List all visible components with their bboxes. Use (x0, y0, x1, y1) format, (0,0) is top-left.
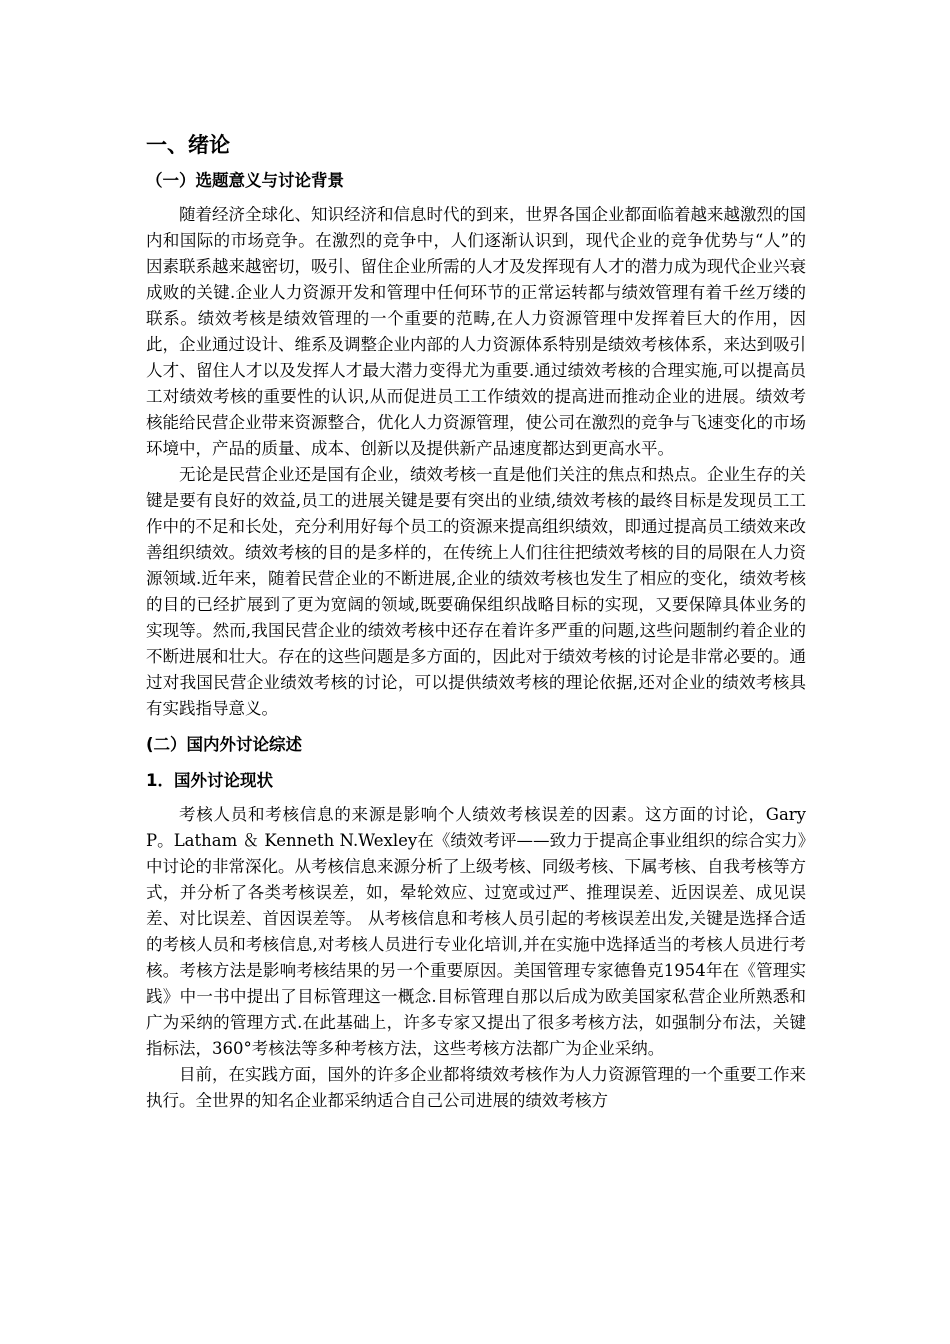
body-paragraph: 目前，在实践方面，国外的许多企业都将绩效考核作为人力资源管理的一个重要工作来执行。全世界的知名企业都采纳适合自己公司进展的绩效考核方 (146, 1065, 806, 1110)
body-paragraph: 无论是民营企业还是国有企业，绩效考核一直是他们关注的焦点和热点。企业生存的关键是要有良好的效益,员工的进展关键是要有突出的业绩,绩效考核的最终目标是发现员工工作中的不足和长处，充分利用好每个员工的资源来提高组织绩效，即通过提高员工绩效来改善组织绩效。绩效考核的目的是多样的，在传统上人们往往把绩效考核的目的局限在人力资源领域.近年来，随着民营企业的不断进展,企业的绩效考核也发生了相应的变化，绩效考核的目的已经扩展到了更为宽阔的领域,既要确保组织战略目标的实现，又要保障具体业务的实现等。然而,我国民营企业的绩效考核中还存在着许多严重的问题,这些问题制约着企业的不断进展和壮大。存在的这些问题是多方面的，因此对于绩效考核的讨论是非常必要的。通过对我国民营企业绩效考核的讨论，可以提供绩效考核的理论依据,还对企业的绩效考核具有实践指导意义。 (146, 465, 806, 718)
chapter-heading: 一、绪论 (146, 133, 230, 157)
body-paragraph: 考核人员和考核信息的来源是影响个人绩效考核误差的因素。这方面的讨论，Gary P。Latham ＆ Kenneth N.Wexley在《绩效考评——致力于提高企事业组织的综合实力》中讨论的非常深化。从考核信息来源分析了上级考核、同级考核、下属考核、自我考核等方式，并分析了各类考核误差，如，晕轮效应、过宽或过严、推理误差、近因误差、成见误差、对比误差、首因误差等。 从考核信息和考核人员引起的考核误差出发,关键是选择合适的考核人员和考核信息,对考核人员进行专业化培训,并在实施中选择适当的考核人员进行考核。考核方法是影响考核结果的另一个重要原因。美国管理专家德鲁克1954年在《管理实践》中一书中提出了目标管理这一概念.目标管理自那以后成为欧美国家私营企业所熟悉和广为采纳的管理方式.在此基础上，许多专家又提出了很多考核方法，如强制分布法，关键指标法，360°考核法等多种考核方法，这些考核方法都广为企业采纳。 (146, 805, 806, 1058)
body-paragraph: 随着经济全球化、知识经济和信息时代的到来，世界各国企业都面临着越来越激烈的国内和国际的市场竞争。在激烈的竞争中，人们逐渐认识到，现代企业的竞争优势与“人”的因素联系越来越密切，吸引、留住企业所需的人才及发挥现有人才的潜力成为现代企业兴衰成败的关键.企业人力资源开发和管理中任何环节的正常运转都与绩效管理有着千丝万缕的联系。绩效考核是绩效管理的一个重要的范畴,在人力资源管理中发挥着巨大的作用，因此，企业通过设计、维系及调整企业内部的人力资源体系特别是绩效考核体系，来达到吸引人才、留住人才以及发挥人才最大潜力变得尤为重要.通过绩效考核的合理实施,可以提高员工对绩效考核的重要性的认识,从而促进员工工作绩效的提高进而推动企业的进展。绩效考核能给民营企业带来资源整合，优化人力资源管理，使公司在激烈的竞争与飞速变化的市场环境中，产品的质量、成本、创新以及提供新产品速度都达到更高水平。 (146, 205, 806, 458)
document-page (146, 128, 806, 1114)
section-heading-topic-significance: （一）选题意义与讨论背景 (146, 171, 344, 190)
subsection-heading-foreign-research: 1．国外讨论现状 (146, 771, 273, 790)
section-heading-literature-review: (二）国内外讨论综述 (146, 735, 303, 754)
